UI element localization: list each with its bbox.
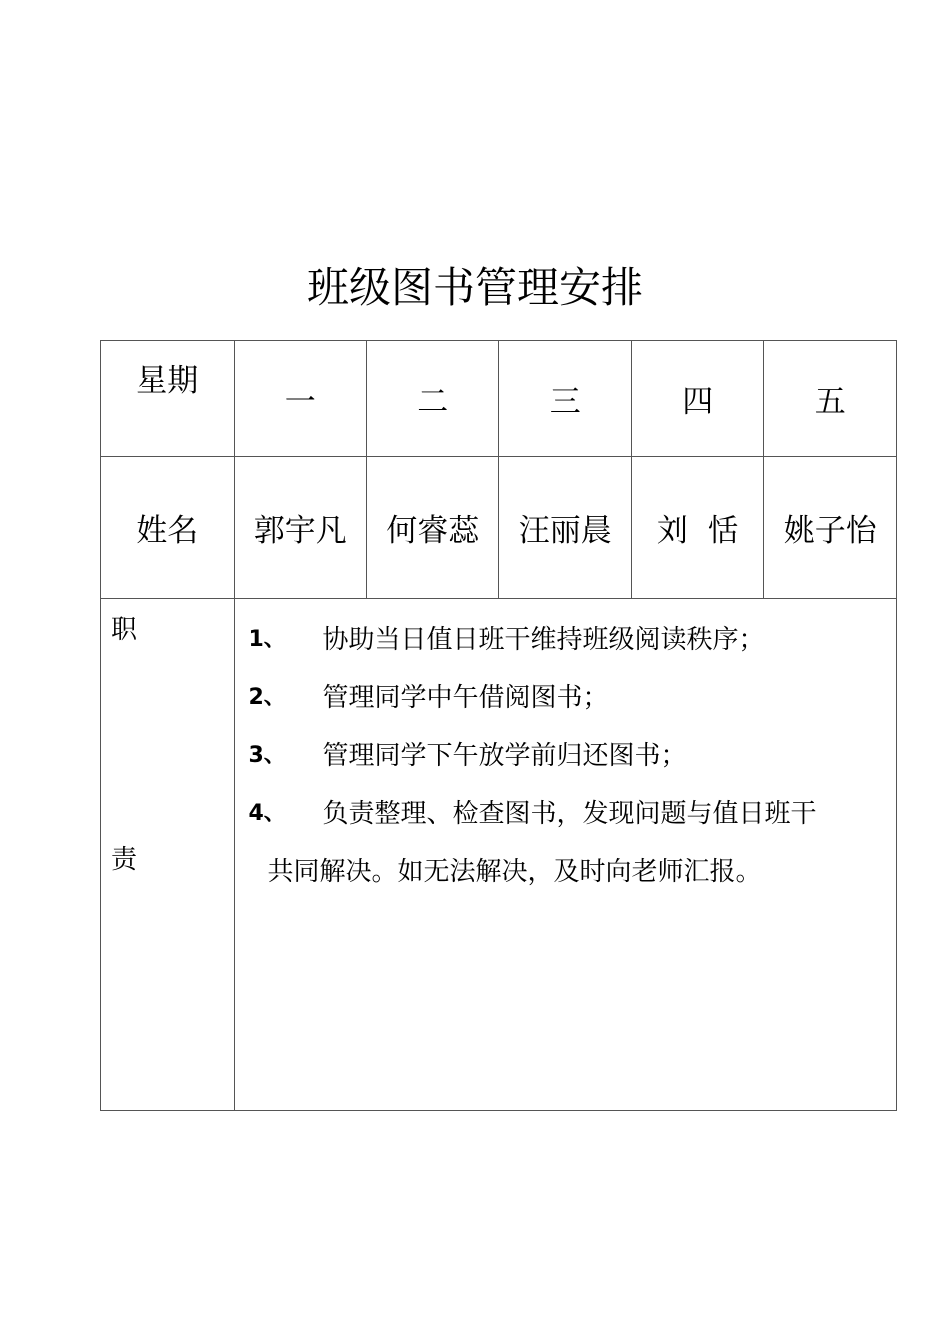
day-cell: 二 (366, 341, 498, 457)
day-cell: 三 (499, 341, 631, 457)
duty-row (101, 599, 897, 1111)
duty-label-char: 责 (111, 845, 138, 875)
duty-item (249, 611, 889, 669)
student-name: 郭宇凡 (234, 457, 366, 599)
duty-continuation: 共同解决。如无法解决，及时向老师汇报。 (267, 857, 762, 887)
duty-content (234, 599, 897, 1111)
duty-text: 管理同学下午放学前归还图书； (322, 741, 687, 771)
duty-number: 1、 (248, 627, 286, 652)
duty-text: 负责整理、检查图书，发现问题与值日班干 (322, 799, 817, 829)
day-cell: 五 (764, 341, 897, 457)
schedule-table (100, 340, 897, 1111)
name-row (101, 457, 897, 599)
duty-label-cell (101, 599, 235, 1111)
student-name: 何睿蕊 (366, 457, 498, 599)
duty-label-char: 职 (111, 615, 138, 645)
duty-number: 4、 (248, 801, 286, 826)
week-label: 星期 (101, 341, 235, 457)
name-label: 姓名 (101, 457, 235, 599)
day-cell: 四 (631, 341, 763, 457)
duty-number: 2、 (248, 685, 286, 710)
duty-text: 管理同学中午借阅图书； (322, 683, 609, 713)
duty-text: 协助当日值日班干维持班级阅读秩序； (322, 625, 765, 655)
student-name: 姚子怡 (764, 457, 897, 599)
duty-item (249, 785, 889, 843)
duty-list (235, 599, 897, 843)
week-row (101, 341, 897, 457)
day-cell: 一 (234, 341, 366, 457)
student-name: 刘 恬 (631, 457, 763, 599)
duty-number: 3、 (248, 743, 286, 768)
duty-item (249, 669, 889, 727)
page-title: 班级图书管理安排 (306, 263, 643, 312)
duty-item (249, 727, 889, 785)
student-name: 汪丽晨 (499, 457, 631, 599)
